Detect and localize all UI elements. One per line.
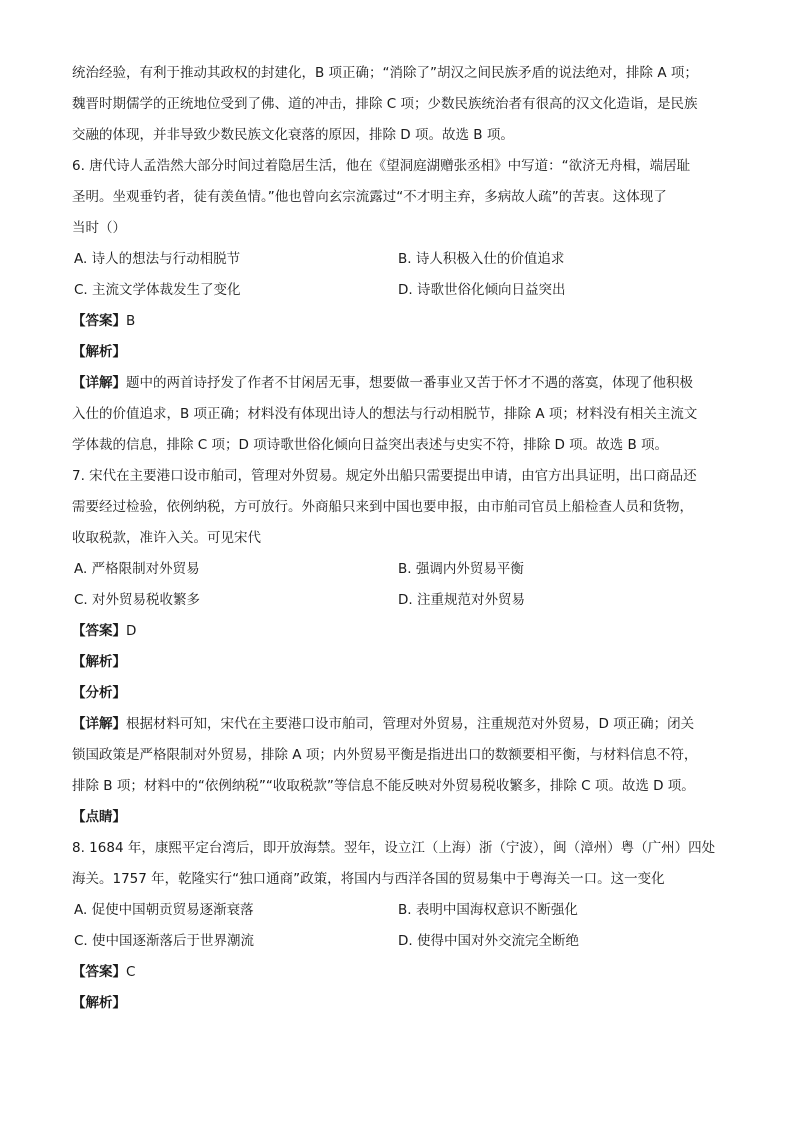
option-d: D. 诗歌世俗化倾向日益突出 bbox=[398, 282, 566, 298]
option-row bbox=[72, 554, 728, 585]
text-line: 魏晋时期儒学的正统地位受到了佛、道的冲击，排除 C 项；少数民族统治者有很高的汉文化造诣，是民族 bbox=[72, 96, 698, 112]
answer-tag: 【答案】 bbox=[72, 313, 126, 329]
document-page bbox=[72, 58, 728, 1019]
breakdown-tag: 【分析】 bbox=[72, 685, 126, 701]
answer-line bbox=[72, 616, 728, 647]
option-row bbox=[72, 275, 728, 306]
breakdown-line bbox=[72, 678, 728, 709]
option-row bbox=[72, 895, 728, 926]
answer-tag: 【答案】 bbox=[72, 623, 126, 639]
answer-line bbox=[72, 957, 728, 988]
text-line: 收取税款，准许入关。可见宋代 bbox=[72, 530, 261, 546]
text-line: 排除 B 项；材料中的“依例纳税”“收取税款”等信息不能反映对外贸易税收繁多，排除 C 项。故选 D 项。 bbox=[72, 778, 695, 794]
detail-line bbox=[72, 709, 728, 740]
text-line: 入仕的价值追求，B 项正确；材料没有体现出诗人的想法与行动相脱节，排除 A 项；材料没有相关主流文 bbox=[72, 406, 698, 422]
analysis-tag: 【解析】 bbox=[72, 995, 126, 1011]
option-d: D. 注重规范对外贸易 bbox=[398, 592, 525, 608]
text-line: 需要经过检验，依例纳税，方可放行。外商船只来到中国也要申报，由市舶司官员上船检查人员和货物， bbox=[72, 499, 693, 515]
question-6-stem: 6. 唐代诗人孟浩然大部分时间过着隐居生活，他在《望洞庭湖赠张丞相》中写道：“欲济无舟楫，端居耻 bbox=[72, 158, 691, 174]
option-row bbox=[72, 585, 728, 616]
text-line: 学体裁的信息，排除 C 项；D 项诗歌世俗化倾向日益突出表述与史实不符，排除 D 项。故选 B 项。 bbox=[72, 437, 669, 453]
detail-tag: 【详解】 bbox=[72, 716, 126, 732]
option-row bbox=[72, 926, 728, 957]
option-c: C. 对外贸易税收繁多 bbox=[74, 592, 201, 608]
option-d: D. 使得中国对外交流完全断绝 bbox=[398, 933, 579, 949]
answer-line bbox=[72, 306, 728, 337]
text-line: 锁国政策是严格限制对外贸易，排除 A 项；内外贸易平衡是指进出口的数额要相平衡，与材料信息不符， bbox=[72, 747, 698, 763]
question-7-stem: 7. 宋代在主要港口设市舶司，管理对外贸易。规定外出船只需要提出申请，由官方出具证明，出口商品还 bbox=[72, 468, 697, 484]
analysis-line bbox=[72, 988, 728, 1019]
text-line: 海关。1757 年，乾隆实行“独口通商”政策，将国内与西洋各国的贸易集中于粤海关一口。这一变化 bbox=[72, 871, 665, 887]
detail-tag: 【详解】 bbox=[72, 375, 126, 391]
option-a: A. 促使中国朝贡贸易逐渐衰落 bbox=[74, 902, 254, 918]
detail-text: 题中的两首诗抒发了作者不甘闲居无事，想要做一番事业又苦于怀才不遇的落寞，体现了他积极 bbox=[126, 375, 693, 391]
option-b: B. 表明中国海权意识不断强化 bbox=[398, 902, 578, 918]
option-b: B. 诗人积极入仕的价值追求 bbox=[398, 251, 565, 267]
text-line: 圣明。坐观垂钓者，徒有羡鱼情。”他也曾向玄宗流露过“不才明主弃，多病故人疏”的苦衷。这体现了 bbox=[72, 189, 667, 205]
analysis-tag: 【解析】 bbox=[72, 344, 126, 360]
tip-line bbox=[72, 802, 728, 833]
analysis-line bbox=[72, 337, 728, 368]
text-line: 交融的体现，并非导致少数民族文化衰落的原因，排除 D 项。故选 B 项。 bbox=[72, 127, 514, 143]
answer-tag: 【答案】 bbox=[72, 964, 126, 980]
analysis-line bbox=[72, 647, 728, 678]
text-line: 统治经验，有利于推动其政权的封建化，B 项正确；“消除了”胡汉之间民族矛盾的说法绝对，排除 A 项； bbox=[72, 65, 698, 81]
answer-value: C bbox=[126, 964, 136, 980]
option-a: A. 严格限制对外贸易 bbox=[74, 561, 200, 577]
option-a: A. 诗人的想法与行动相脱节 bbox=[74, 251, 241, 267]
option-row bbox=[72, 244, 728, 275]
detail-line bbox=[72, 368, 728, 399]
question-8-stem: 8. 1684 年，康熙平定台湾后，即开放海禁。翌年，设立江（上海）浙（宁波），闽（漳州）粤（广州）四处 bbox=[72, 840, 716, 856]
answer-value: D bbox=[126, 623, 137, 639]
tip-tag: 【点睛】 bbox=[72, 809, 126, 825]
answer-value: B bbox=[126, 313, 136, 329]
analysis-tag: 【解析】 bbox=[72, 654, 126, 670]
option-c: C. 使中国逐渐落后于世界潮流 bbox=[74, 933, 255, 949]
detail-text: 根据材料可知，宋代在主要港口设市舶司，管理对外贸易，注重规范对外贸易，D 项正确；闭关 bbox=[126, 716, 695, 732]
text-line: 当时（） bbox=[72, 220, 126, 236]
option-b: B. 强调内外贸易平衡 bbox=[398, 561, 524, 577]
option-c: C. 主流文学体裁发生了变化 bbox=[74, 282, 241, 298]
